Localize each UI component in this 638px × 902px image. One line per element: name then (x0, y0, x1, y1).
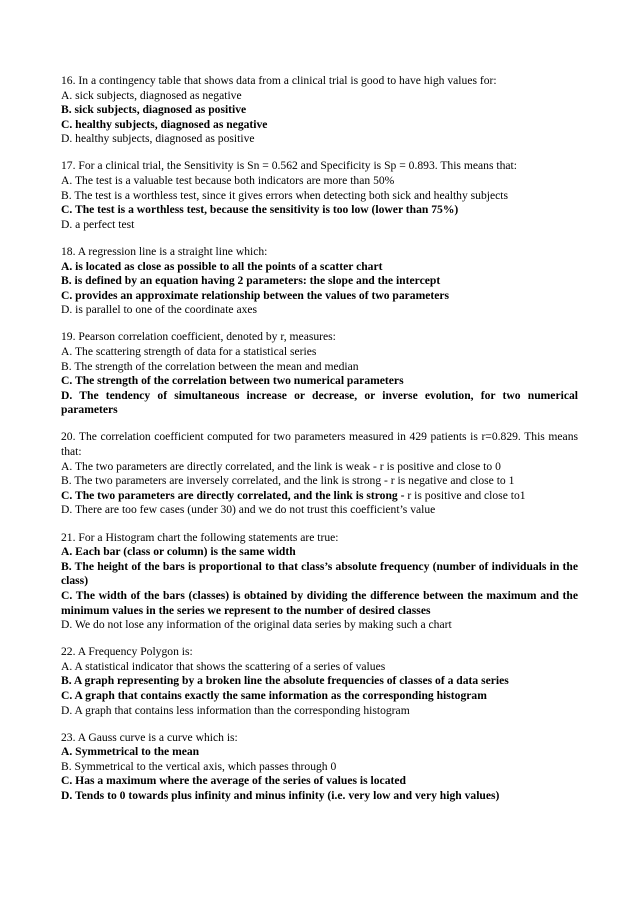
option-c: C. provides an approximate relationship between the values of two parameters (61, 288, 450, 302)
option-d: D. healthy subjects, diagnosed as positive (61, 132, 255, 146)
question-stem: 19. Pearson correlation coefficient, denoted by r, measures: (61, 330, 336, 344)
option-d: D. is parallel to one of the coordinate axes (61, 303, 258, 317)
option-b: B. Symmetrical to the vertical axis, which passes through 0 (61, 759, 337, 773)
question-16 (61, 74, 578, 147)
option-a: A. Symmetrical to the mean (61, 745, 200, 759)
option-b: B. is defined by an equation having 2 parameters: the slope and the intercept (61, 274, 441, 288)
option-c: C. The strength of the correlation between two numerical parameters (61, 374, 404, 388)
document-page (61, 74, 578, 816)
option-b: B. The two parameters are inversely correlated, and the link is strong - r is negative and close to 1 (61, 474, 515, 488)
option-c: C. The width of the bars (classes) is obtained by dividing the difference between the maximum and the minimum values in the series we represent to the number of desired classes (61, 588, 578, 617)
option-d: D. The tendency of simultaneous increase or decrease, or inverse evolution, for two numerical parameters (61, 388, 578, 417)
question-22 (61, 645, 578, 718)
option-d: D. We do not lose any information of the original data series by making such a chart (61, 618, 452, 632)
option-a: A. Each bar (class or column) is the same width (61, 545, 296, 559)
option-b: B. The height of the bars is proportional to that class’s absolute frequency (number of individuals in the class) (61, 559, 578, 588)
option-c: C. The test is a worthless test, because the sensitivity is too low (lower than 75%) (61, 203, 459, 217)
option-d: D. A graph that contains less information than the corresponding histogram (61, 703, 410, 717)
question-19 (61, 330, 578, 418)
option-d: D. a perfect test (61, 217, 135, 231)
option-c-tail: r is positive and close to1 (404, 488, 526, 502)
option-c: C. healthy subjects, diagnosed as negative (61, 117, 268, 131)
question-stem: 16. In a contingency table that shows data from a clinical trial is good to have high values for: (61, 74, 497, 87)
option-a: A. The test is a valuable test because both indicators are more than 50% (61, 174, 395, 188)
option-d: D. Tends to 0 towards plus infinity and minus infinity (i.e. very low and very high values) (61, 789, 500, 803)
question-23 (61, 731, 578, 804)
question-stem: 21. For a Histogram chart the following statements are true: (61, 530, 339, 544)
question-21 (61, 531, 578, 633)
option-c-bold: C. The two parameters are directly correlated, and the link is strong - (61, 488, 405, 502)
question-stem: 18. A regression line is a straight line which: (61, 244, 268, 258)
option-c (61, 489, 578, 504)
option-a: A. The two parameters are directly correlated, and the link is weak - r is positive and close to 0 (61, 459, 501, 473)
option-b: B. A graph representing by a broken line the absolute frequencies of classes of a data series (61, 674, 509, 688)
option-b: B. sick subjects, diagnosed as positive (61, 103, 247, 117)
option-a: A. is located as close as possible to all the points of a scatter chart (61, 259, 383, 273)
option-b: B. The strength of the correlation between the mean and median (61, 359, 359, 373)
question-18 (61, 245, 578, 318)
question-20 (61, 430, 578, 518)
question-stem: 20. The correlation coefficient computed for two parameters measured in 429 patients is r=0.829. This means that: (61, 430, 578, 459)
question-stem: 23. A Gauss curve is a curve which is: (61, 730, 238, 744)
option-a: A. The scattering strength of data for a statistical series (61, 345, 317, 358)
option-d: D. There are too few cases (under 30) and we do not trust this coefficient’s value (61, 503, 436, 517)
question-17 (61, 159, 578, 232)
option-c: C. Has a maximum where the average of the series of values is located (61, 774, 406, 788)
option-c: C. A graph that contains exactly the same information as the corresponding histogram (61, 688, 487, 702)
option-b: B. The test is a worthless test, since it gives errors when detecting both sick and healthy subjects (61, 188, 509, 202)
question-stem: 22. A Frequency Polygon is: (61, 645, 193, 659)
question-stem: 17. For a clinical trial, the Sensitivity is Sn = 0.562 and Specificity is Sp = 0.893. This means that: (61, 159, 517, 173)
option-a: A. sick subjects, diagnosed as negative (61, 88, 242, 102)
option-a: A. A statistical indicator that shows the scattering of a series of values (61, 659, 386, 673)
